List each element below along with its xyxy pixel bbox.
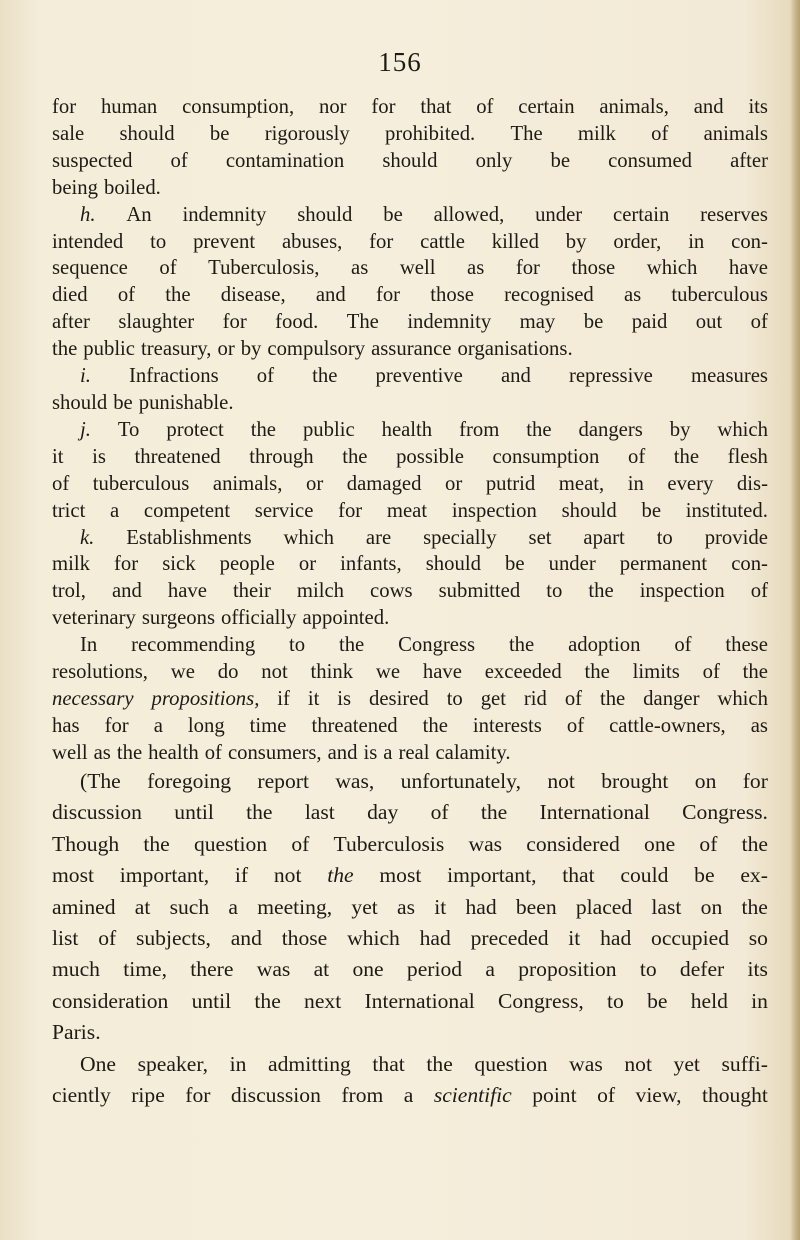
text-line: milk for sick people or infants, should be under permanent con- bbox=[52, 553, 768, 576]
text-line: veterinary surgeons officially appointed. bbox=[52, 607, 390, 630]
text-line: intended to prevent abuses, for cattle killed by order, in con- bbox=[52, 230, 768, 253]
text-line: j. To protect the public health from the dangers by which bbox=[80, 418, 768, 441]
text-line: being boiled. bbox=[52, 176, 161, 199]
page-number: 156 bbox=[378, 47, 422, 77]
text-line: list of subjects, and those which had preceded it had occupied so bbox=[52, 926, 768, 951]
text-line: after slaughter for food. The indemnity may be paid out of bbox=[52, 311, 768, 334]
text-line: has for a long time threatened the interests of cattle-owners, as bbox=[52, 714, 768, 737]
text-line: resolutions, we do not think we have exceeded the limits of the bbox=[52, 661, 768, 684]
text-line: well as the health of consumers, and is a real calamity. bbox=[52, 741, 511, 764]
text-line: ciently ripe for discussion from a scientific point of view, thought bbox=[52, 1083, 768, 1108]
text-line: Though the question of Tuberculosis was considered one of the bbox=[52, 831, 768, 856]
report-resolutions-text bbox=[52, 94, 768, 767]
text-line: amined at such a meeting, yet as it had been placed last on the bbox=[52, 894, 768, 919]
page-edge-shadow bbox=[790, 0, 800, 1240]
text-line: sequence of Tuberculosis, as well as for those which have bbox=[52, 257, 768, 280]
text-line: Paris. bbox=[52, 1020, 101, 1045]
text-line: the public treasury, or by compulsory assurance organisations. bbox=[52, 338, 573, 361]
text-line: suspected of contamination should only be consumed after bbox=[52, 149, 768, 172]
text-line: much time, there was at one period a proposition to defer its bbox=[52, 957, 768, 982]
text-line: of tuberculous animals, or damaged or putrid meat, in every dis- bbox=[52, 472, 768, 495]
text-line: consideration until the next International Congress, to be held in bbox=[52, 988, 768, 1013]
text-line: for human consumption, nor for that of certain animals, and its bbox=[52, 96, 768, 118]
text-line: necessary propositions, if it is desired to get rid of the danger which bbox=[52, 687, 768, 710]
text-line: discussion until the last day of the International Congress. bbox=[52, 800, 768, 825]
text-line: it is threatened through the possible consumption of the flesh bbox=[52, 445, 768, 468]
text-line: (The foregoing report was, unfortunately, not brought on for bbox=[80, 769, 768, 793]
text-line: In recommending to the Congress the adoption of these bbox=[80, 634, 768, 657]
text-line: k. Establishments which are specially set apart to provide bbox=[80, 526, 768, 549]
text-line: died of the disease, and for those recognised as tuberculous bbox=[52, 284, 768, 307]
text-line: trict a competent service for meat inspection should be instituted. bbox=[52, 499, 768, 522]
text-line: trol, and have their milch cows submitted to the inspection of bbox=[52, 580, 768, 603]
text-line: most important, if not the most important, that could be ex- bbox=[52, 863, 768, 888]
text-line: h. An indemnity should be allowed, under certain reserves bbox=[80, 203, 768, 226]
text-line: i. Infractions of the preventive and repressive measures bbox=[80, 365, 768, 388]
text-line: One speaker, in admitting that the question was not yet suffi- bbox=[80, 1051, 768, 1076]
text-line: should be punishable. bbox=[52, 391, 234, 414]
congress-discussion-text bbox=[52, 766, 768, 1111]
text-line: sale should be rigorously prohibited. The milk of animals bbox=[52, 122, 768, 145]
